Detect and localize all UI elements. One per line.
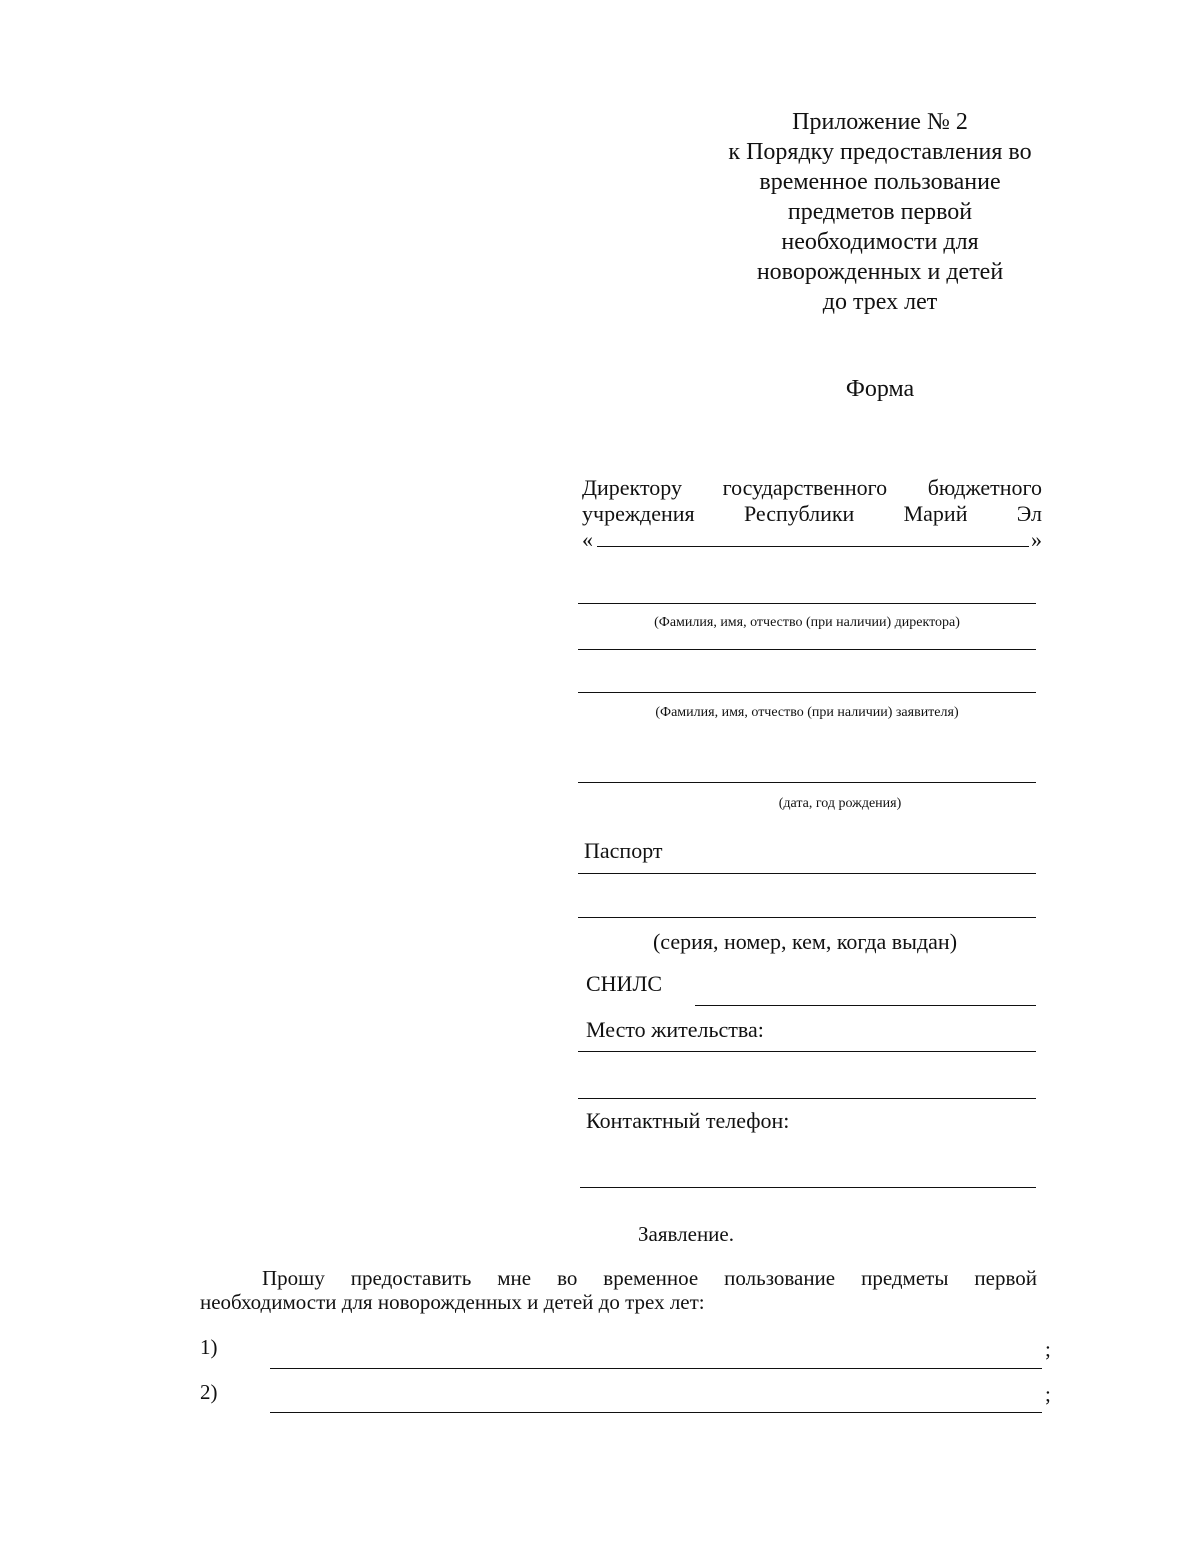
item-end: ; bbox=[1045, 1337, 1051, 1361]
addressee-line-2 bbox=[582, 501, 1042, 527]
appendix-line: предметов первой bbox=[787, 199, 973, 225]
item-field[interactable] bbox=[270, 1368, 1042, 1369]
addressee-word: Эл bbox=[1016, 501, 1042, 526]
residence-field-2[interactable] bbox=[578, 1098, 1036, 1099]
item-number: 1) bbox=[200, 1335, 218, 1359]
institution-name-underline bbox=[597, 546, 1029, 547]
statement-text-line-2: необходимости для новорожденных и детей до трех лет: bbox=[200, 1290, 705, 1314]
director-name-caption: (Фамилия, имя, отчество (при наличии) директора) bbox=[654, 615, 960, 630]
close-quote: » bbox=[1031, 527, 1042, 552]
addressee-block bbox=[582, 475, 1042, 553]
open-quote: « bbox=[582, 527, 593, 552]
statement-text bbox=[200, 1266, 1037, 1314]
item-end: ; bbox=[1045, 1382, 1051, 1406]
appendix-header bbox=[700, 107, 1060, 317]
applicant-name-caption: (Фамилия, имя, отчество (при наличии) заявителя) bbox=[655, 705, 959, 720]
passport-caption: (серия, номер, кем, когда выдан) bbox=[652, 929, 958, 954]
applicant-name-field[interactable] bbox=[578, 692, 1036, 693]
snils-label: СНИЛС bbox=[586, 971, 663, 996]
addressee-line-1 bbox=[582, 475, 1042, 501]
appendix-line: Приложение № 2 bbox=[792, 109, 968, 135]
appendix-line: необходимости для bbox=[781, 229, 979, 255]
addressee-word: Марий bbox=[903, 501, 968, 526]
form-label: Форма bbox=[845, 376, 915, 402]
appendix-line: временное пользование bbox=[759, 169, 1001, 195]
director-name-field[interactable] bbox=[578, 603, 1036, 604]
passport-field[interactable] bbox=[578, 873, 1036, 874]
item-number: 2) bbox=[200, 1380, 218, 1404]
director-name-field-2[interactable] bbox=[578, 649, 1036, 650]
addressee-word: Директору bbox=[582, 475, 682, 500]
residence-field[interactable] bbox=[578, 1051, 1036, 1052]
institution-name-field[interactable] bbox=[582, 527, 1042, 553]
addressee-word: Республики bbox=[743, 501, 855, 526]
statement-title: Заявление. bbox=[638, 1222, 734, 1246]
birth-date-field[interactable] bbox=[578, 782, 1036, 783]
addressee-word: государственного bbox=[722, 475, 888, 500]
passport-label: Паспорт bbox=[584, 838, 663, 863]
residence-label: Место жительства: bbox=[586, 1017, 764, 1042]
birth-date-caption: (дата, год рождения) bbox=[778, 796, 902, 811]
appendix-line: к Порядку предоставления во bbox=[728, 139, 1032, 165]
snils-field[interactable] bbox=[695, 1005, 1036, 1006]
statement-text-line-1: Прошу предоставить мне во временное пользование предметы первой bbox=[262, 1266, 1037, 1290]
addressee-word: бюджетного bbox=[927, 475, 1042, 500]
appendix-line: новорожденных и детей bbox=[756, 259, 1004, 285]
passport-field-2[interactable] bbox=[578, 917, 1036, 918]
phone-label: Контактный телефон: bbox=[586, 1108, 790, 1133]
addressee-word: учреждения bbox=[582, 501, 695, 526]
item-field[interactable] bbox=[270, 1412, 1042, 1413]
phone-field[interactable] bbox=[580, 1187, 1036, 1188]
appendix-line: до трех лет bbox=[822, 289, 938, 315]
